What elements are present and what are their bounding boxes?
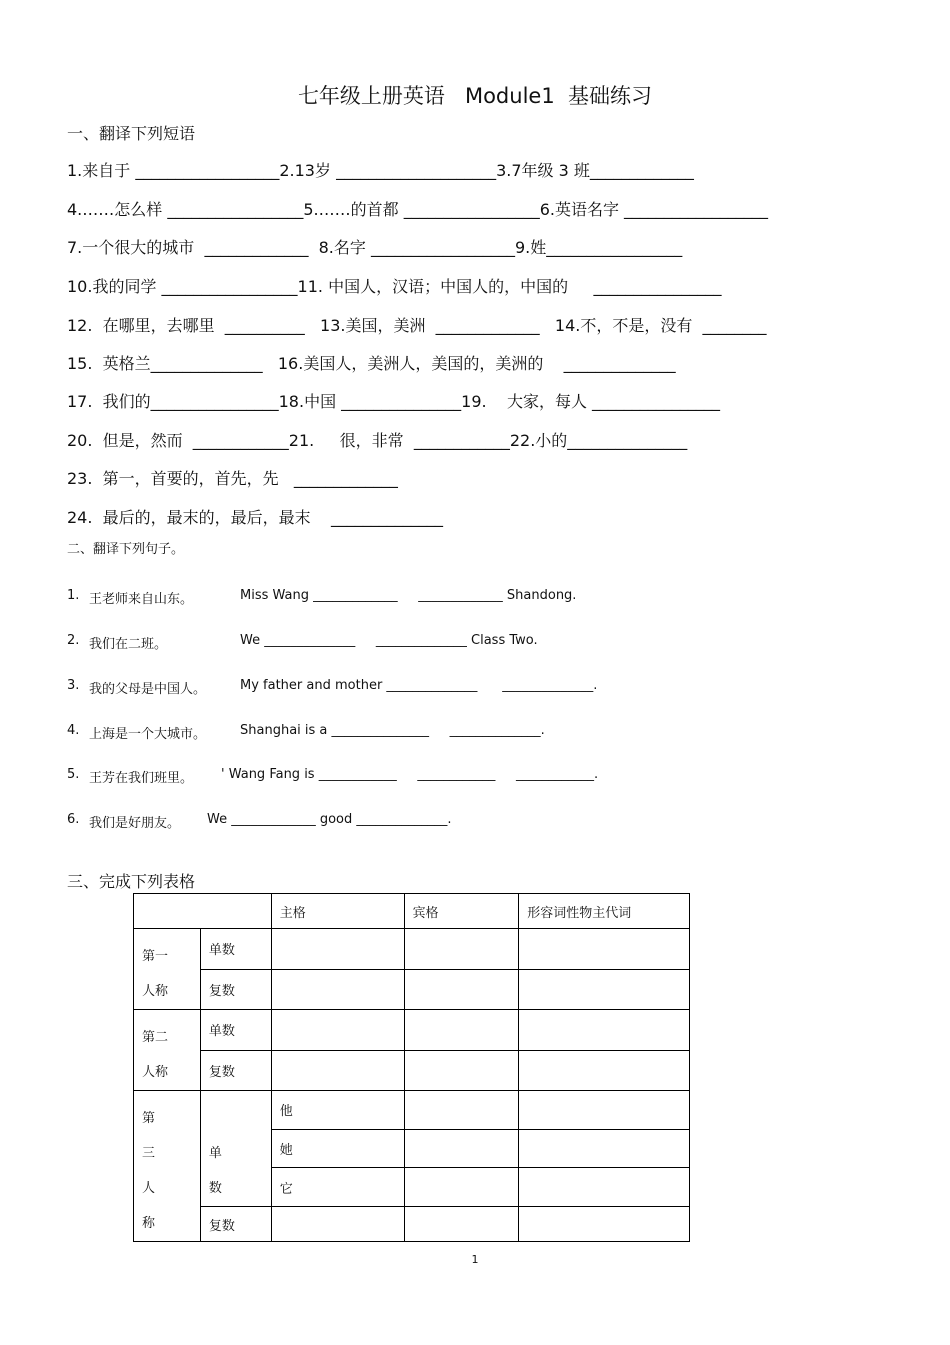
singular-label: 单数 [200, 929, 271, 970]
phrase-line: 17. 我们的________________18.中国 _______________19. 大家，每人 ________________ [67, 392, 721, 411]
answer-cell[interactable] [404, 1207, 519, 1242]
sentence-number: 3. [67, 678, 80, 693]
sentence-number: 4. [67, 723, 80, 738]
sentence-english: My father and mother ______________ ______________. [240, 678, 598, 693]
answer-cell[interactable] [271, 1207, 404, 1242]
table-row [134, 1091, 690, 1130]
answer-cell[interactable] [404, 929, 519, 970]
table-row [134, 929, 690, 970]
answer-cell[interactable] [519, 1010, 690, 1051]
answer-cell[interactable] [404, 1091, 519, 1130]
answer-cell[interactable] [404, 969, 519, 1010]
answer-cell[interactable] [271, 969, 404, 1010]
plural-label: 复数 [200, 969, 271, 1010]
first-person-label: 第一 人称 [134, 929, 201, 1010]
header-possessive: 形容词性物主代词 [519, 894, 690, 929]
sentence-chinese: 上海是一个大城市。 [89, 727, 207, 742]
sentence-english: Shanghai is a _______________ ______________. [240, 723, 545, 738]
answer-cell[interactable] [271, 929, 404, 970]
phrase-line: 23. 第一，首要的，首先，先 _____________ [67, 469, 398, 488]
answer-cell[interactable] [519, 1207, 690, 1242]
answer-cell[interactable] [519, 1168, 690, 1207]
sentence-chinese: 我们是好朋友。 [89, 816, 181, 831]
answer-cell[interactable] [519, 1129, 690, 1168]
sentence-number: 5. [67, 767, 80, 782]
sentence-english: We ______________ ______________ Class Two. [240, 633, 538, 648]
pronoun-table [133, 893, 690, 1242]
second-person-label: 第二 人称 [134, 1010, 201, 1091]
sentence-number: 2. [67, 633, 80, 648]
plural-label: 复数 [200, 1207, 271, 1242]
sentence-english: ' Wang Fang is ____________ ____________ ____________. [221, 767, 599, 782]
section1-heading: 一、翻译下列短语 [67, 124, 196, 143]
answer-cell[interactable] [519, 969, 690, 1010]
section3-heading: 三、完成下列表格 [67, 872, 196, 891]
phrase-line: 15. 英格兰______________ 16.美国人，美洲人，美国的，美洲的 ______________ [67, 354, 676, 373]
answer-cell[interactable] [519, 1050, 690, 1091]
sentence-chinese: 我们在二班。 [89, 637, 168, 652]
third-person-label: 第 三 人 称 [134, 1091, 201, 1242]
answer-cell[interactable] [519, 929, 690, 970]
answer-cell[interactable] [404, 1050, 519, 1091]
answer-cell[interactable] [404, 1129, 519, 1168]
pronoun-it: 它 [271, 1168, 404, 1207]
page-title: 七年级上册英语 Module1 基础练习 [297, 84, 653, 108]
phrase-line: 4.……怎么样 _________________5.……的首都 _________________6.英语名字 __________________ [67, 200, 769, 219]
phrase-line: 12. 在哪里，去哪里 __________ 13.美国，美洲 _____________ 14.不，不是，没有 ________ [67, 316, 767, 335]
answer-cell[interactable] [404, 1010, 519, 1051]
sentence-number: 1. [67, 588, 80, 603]
phrase-line: 24. 最后的，最末的，最后，最末 ______________ [67, 508, 443, 527]
pronoun-she: 她 [271, 1129, 404, 1168]
phrase-line: 10.我的同学 _________________11. 中国人，汉语；中国人的，中国的 ________________ [67, 277, 722, 296]
answer-cell[interactable] [271, 1050, 404, 1091]
answer-cell[interactable] [519, 1091, 690, 1130]
phrase-line: 20. 但是，然而 ____________21. 很，非常 ____________22.小的_______________ [67, 431, 688, 450]
sentence-english: We _____________ good ______________. [207, 812, 452, 827]
sentence-number: 6. [67, 812, 80, 827]
table-row [134, 1207, 690, 1242]
table-row [134, 1010, 690, 1051]
plural-label: 复数 [200, 1050, 271, 1091]
page-number: 1 [471, 1253, 479, 1266]
answer-cell[interactable] [271, 1010, 404, 1051]
sentence-english: Miss Wang _____________ _____________ Shandong. [240, 588, 577, 603]
third-singular-label: 单 数 [200, 1091, 271, 1207]
sentence-chinese: 王芳在我们班里。 [89, 771, 194, 786]
table-corner-cell [134, 894, 272, 929]
sentence-chinese: 我的父母是中国人。 [89, 682, 207, 697]
section2-heading: 二、翻译下列句子。 [67, 542, 185, 557]
table-header-row [134, 894, 690, 929]
sentence-chinese: 王老师来自山东。 [89, 592, 194, 607]
phrase-line: 1.来自于 __________________2.13岁 ____________________3.7年级 3 班_____________ [67, 161, 694, 180]
header-object: 宾格 [404, 894, 519, 929]
pronoun-he: 他 [271, 1091, 404, 1130]
phrase-line: 7.一个很大的城市 _____________ 8.名字 __________________9.姓_________________ [67, 238, 683, 257]
answer-cell[interactable] [404, 1168, 519, 1207]
table-row [134, 969, 690, 1010]
singular-label: 单数 [200, 1010, 271, 1051]
header-subject: 主格 [271, 894, 404, 929]
table-row [134, 1050, 690, 1091]
